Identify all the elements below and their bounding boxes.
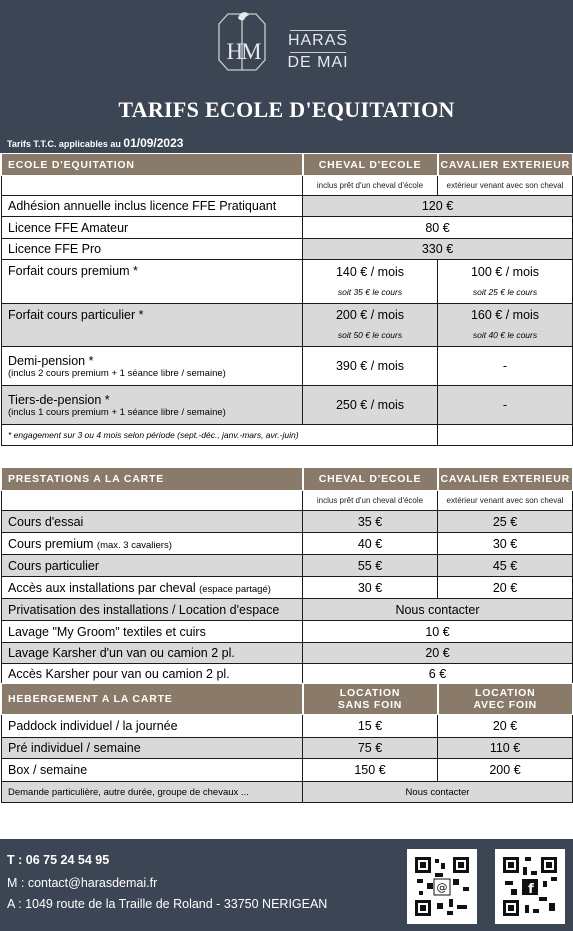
sub-cheval-ecole: inclus prêt d'un cheval d'école: [303, 491, 438, 511]
row-value: 330 €: [303, 239, 573, 260]
address-text: 1049 route de la Traille de Roland - 33750 NERIGEAN: [25, 897, 328, 911]
table-row: [2, 347, 573, 386]
sub-cavalier-exterieur: extérieur venant avec son cheval: [438, 491, 573, 511]
phone-label: T :: [7, 853, 23, 867]
logo: [216, 8, 356, 88]
sub-cavalier-exterieur: extérieur venant avec son cheval: [438, 176, 573, 196]
table-row: [2, 599, 573, 621]
price-note: soit 50 € le cours: [337, 330, 403, 340]
row-value: 30 €: [303, 577, 438, 599]
row-value: -: [438, 347, 573, 386]
row-value: 25 €: [438, 511, 573, 533]
hebergement-table: [1, 683, 573, 803]
row-value: 75 €: [303, 738, 438, 759]
table-row: [2, 643, 573, 664]
logo-name-line2: DE MAI: [287, 54, 349, 71]
row-value: -: [438, 386, 573, 425]
row-label: Cours d'essai: [2, 511, 303, 533]
price: 100 € / mois: [470, 264, 540, 279]
row-value: 20 €: [438, 577, 573, 599]
note-row: [2, 425, 573, 446]
address-line: [7, 897, 327, 911]
row-label: Adhésion annuelle inclus licence FFE Pratiquant: [2, 196, 303, 217]
row-value: 20 €: [438, 715, 573, 738]
col-sans-foin: [303, 684, 438, 715]
tariff-date: 01/09/2023: [123, 136, 184, 150]
table-row: [2, 386, 573, 425]
table-row: [2, 715, 573, 738]
row-label: Lavage "My Groom" textiles et cuirs: [2, 621, 303, 643]
cours-premium-label: Cours premium: [8, 536, 94, 551]
row-value: 20 €: [303, 643, 573, 664]
table-row: [2, 664, 573, 685]
row-label: Forfait cours premium *: [2, 260, 303, 304]
address-label: A :: [7, 897, 22, 911]
logo-name-line1: HARAS: [287, 32, 349, 49]
table-row: [2, 260, 573, 304]
row-label: Demande particulière, autre durée, groupe de chevaux ...: [2, 782, 303, 803]
tariff-prefix: Tarifs T.T.C. applicables au: [7, 139, 121, 149]
engagement-note: * engagement sur 3 ou 4 mois selon période (sept.-déc., janv.-mars, avr.-juin): [2, 425, 438, 446]
mail-address[interactable]: contact@harasdemai.fr: [27, 876, 158, 890]
mail-line: [7, 876, 157, 890]
table-row: [2, 196, 573, 217]
table-row: [2, 304, 573, 347]
row-value: 10 €: [303, 621, 573, 643]
demi-pension-detail: (inclus 2 cours premium + 1 séance libre / semaine): [8, 367, 226, 379]
table-row: [2, 217, 573, 239]
row-label: [2, 347, 303, 386]
qr-facebook-icon[interactable]: [495, 849, 565, 924]
row-label: Lavage Karsher d'un van ou camion 2 pl.: [2, 643, 303, 664]
row-value: 30 €: [438, 533, 573, 555]
prestations-subheader-row: [2, 491, 573, 511]
cours-premium-detail: (max. 3 cavaliers): [96, 539, 172, 551]
row-value: 80 €: [303, 217, 573, 239]
phone-line: [7, 853, 109, 867]
col-avec-foin-line2: AVEC FOIN: [473, 699, 538, 711]
phone-number[interactable]: 06 75 24 54 95: [25, 853, 110, 867]
col-cavalier-exterieur: CAVALIER EXTERIEUR: [438, 154, 573, 176]
table-row: [2, 533, 573, 555]
contact-footer: [0, 839, 573, 931]
empty-cell: [438, 425, 573, 446]
hebergement-section-title: HEBERGEMENT A LA CARTE: [2, 684, 303, 715]
row-label: Licence FFE Pro: [2, 239, 303, 260]
table-row: [2, 782, 573, 803]
empty-cell: [2, 491, 303, 511]
price: 160 € / mois: [470, 308, 540, 322]
page-title: TARIFS ECOLE D'EQUITATION: [118, 97, 455, 122]
row-value: 40 €: [303, 533, 438, 555]
col-sans-foin-line1: LOCATION: [339, 687, 401, 699]
ecole-subheader-row: [2, 176, 573, 196]
price-note: soit 40 € le cours: [472, 330, 538, 340]
page-header: [0, 0, 573, 153]
row-value: 55 €: [303, 555, 438, 577]
row-value: 45 €: [438, 555, 573, 577]
col-cavalier-exterieur: CAVALIER EXTERIEUR: [438, 468, 573, 491]
table-row: [2, 738, 573, 759]
row-value: Nous contacter: [303, 599, 573, 621]
row-label: Licence FFE Amateur: [2, 217, 303, 239]
row-value: 120 €: [303, 196, 573, 217]
row-value: 110 €: [438, 738, 573, 759]
price-note: soit 35 € le cours: [337, 286, 403, 297]
table-row: [2, 239, 573, 260]
col-sans-foin-line2: SANS FOIN: [337, 699, 403, 711]
prestations-table: [1, 467, 573, 685]
prestations-header-row: [2, 468, 573, 491]
row-label: Cours particulier: [2, 555, 303, 577]
row-label: [2, 386, 303, 425]
hebergement-header-row: [2, 684, 573, 715]
qr-email-icon[interactable]: [407, 849, 477, 924]
price: 140 € / mois: [335, 264, 405, 279]
acces-installations-detail: (espace partagé): [199, 583, 271, 595]
table-row: [2, 511, 573, 533]
sub-cheval-ecole: inclus prêt d'un cheval d'école: [303, 176, 438, 196]
empty-cell: [2, 176, 303, 196]
row-value: 15 €: [303, 715, 438, 738]
price-note: soit 25 € le cours: [472, 286, 538, 297]
row-label: [2, 577, 303, 599]
row-label: Pré individuel / semaine: [2, 738, 303, 759]
svg-text:f: f: [528, 882, 534, 897]
mail-label: M :: [7, 876, 25, 890]
table-row: [2, 759, 573, 782]
col-cheval-ecole: CHEVAL D'ECOLE: [303, 468, 438, 491]
row-label: Forfait cours particulier *: [2, 304, 303, 347]
col-avec-foin: [438, 684, 573, 715]
table-row: [2, 621, 573, 643]
row-label: Privatisation des installations / Location d'espace: [2, 599, 303, 621]
demi-pension-label: Demi-pension *: [8, 353, 94, 368]
row-value: 390 € / mois: [303, 347, 438, 386]
row-label: [2, 533, 303, 555]
tiers-pension-label: Tiers-de-pension *: [8, 392, 110, 407]
tariff-date-line: [7, 136, 183, 150]
acces-installations-label: Accès aux installations par cheval: [8, 580, 196, 595]
table-row: [2, 555, 573, 577]
prestations-section-title: PRESTATIONS A LA CARTE: [2, 468, 303, 491]
price: 200 € / mois: [335, 308, 405, 322]
row-value: 250 € / mois: [303, 386, 438, 425]
row-value: 150 €: [303, 759, 438, 782]
premium-cheval-cell: [303, 260, 438, 304]
col-cheval-ecole: CHEVAL D'ECOLE: [303, 154, 438, 176]
particulier-cheval-cell: [303, 304, 438, 347]
row-label: Box / semaine: [2, 759, 303, 782]
row-value: 6 €: [303, 664, 573, 685]
row-value: 35 €: [303, 511, 438, 533]
ecole-section-title: ECOLE D'EQUITATION: [2, 154, 303, 176]
ecole-header-row: [2, 154, 573, 176]
logo-initials: HM: [226, 39, 260, 64]
table-row: [2, 577, 573, 599]
col-avec-foin-line1: LOCATION: [475, 687, 536, 699]
row-value: Nous contacter: [303, 782, 573, 803]
particulier-exterieur-cell: [438, 304, 573, 347]
tiers-pension-detail: (inclus 1 cours premium + 1 séance libre / semaine): [8, 406, 226, 418]
row-value: 200 €: [438, 759, 573, 782]
row-label: Paddock individuel / la journée: [2, 715, 303, 738]
ecole-table: [1, 153, 573, 446]
premium-exterieur-cell: [438, 260, 573, 304]
svg-text:@: @: [436, 881, 448, 894]
row-label: Accès Karsher pour van ou camion 2 pl.: [2, 664, 303, 685]
